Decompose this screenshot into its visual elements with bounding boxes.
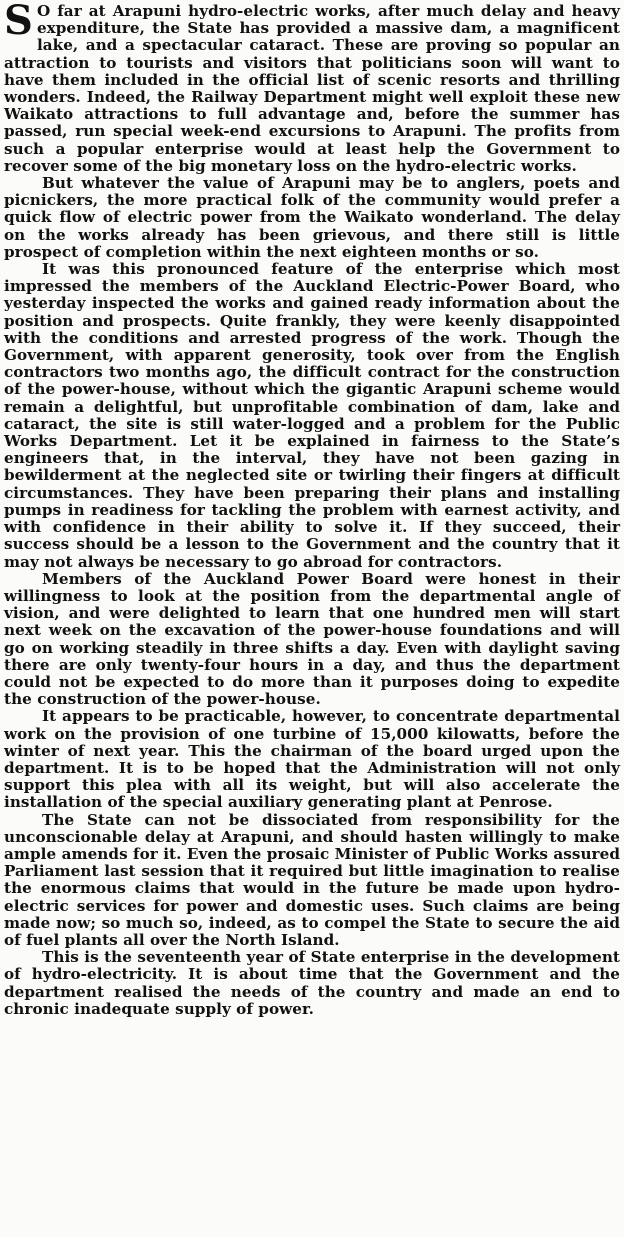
paragraph-6: The State can not be dissociated from responsibility for the unconscionable delay at Arapuni, and should hasten willingly to make ample amends for it. Even the prosaic Minister of Public Works assured Parliament last session that it required but little imagination to realise the enormous claims that would in the future be made upon hydro-electric services for power and domestic uses. Such claims are being made now; so much so, indeed, as to compel the State to secure the aid of fuel plants all over the North Island. xyxy=(4,810,620,949)
paragraph-3: It was this pronounced feature of the enterprise which most impressed the members of the Auckland Electric-Power Board, who yesterday inspected the works and gained ready information about the position and prospects. Quite frankly, they were keenly disappointed with the conditions and arrested progress of the work. Though the Government, with apparent generosity, took over from the English contractors two months ago, the difficult contract for the construction of the power-house, without which the gigantic Arapuni scheme would remain a delightful, but unprofitable combination of dam, lake and cataract, the site is still water-logged and a problem for the Public Works Department. Let it be explained in fairness to the State’s engineers that, in the interval, they have not been gazing in bewilderment at the neglected site or twirling their fingers at difficult circumstances. They have been preparing their plans and installing pumps in readiness for tackling the problem with earnest activity, and with confidence in their ability to solve it. If they succeed, their success should be a lesson to the Government and the country that it may not always be necessary to go abroad for contractors. xyxy=(4,260,620,571)
paragraph-2: But whatever the value of Arapuni may be to anglers, poets and picnickers, the more practical folk of the community would prefer a quick flow of electric power from the Waikato wonderland. The delay on the works already has been grievous, and there still is little prospect of completion within the next eighteen months or so. xyxy=(4,174,620,261)
paragraph-5: It appears to be practicable, however, to concentrate departmental work on the provision of one turbine of 15,000 kilowatts, before the winter of next year. This the chairman of the board urged upon the department. It is to be hoped that the Administration will not only support this plea with all its weight, but will also accelerate the installation of the special auxiliary generating plant at Penrose. xyxy=(4,707,620,812)
drop-cap: S xyxy=(4,0,33,44)
paragraph-4: Members of the Auckland Power Board were honest in their willingness to look at the position from the departmental angle of vision, and were delighted to learn that one hundred men will start next week on the excavation of the power-house foundations and will go on working steadily in three shifts a day. Even with daylight saving there are only twenty-four hours in a day, and thus the department could not be expected to do more than it purposes doing to expedite the construction of the power-house. xyxy=(4,569,620,709)
paragraph-1-text: O far at Arapuni hydro-electric works, after much delay and heavy expenditure, the State has provided a massive dam, a magnificent lake, and a spectacular cataract. These are proving so popular an attraction to tourists and visitors that politicians soon will want to have them included in the official list of scenic resorts and thrilling wonders. Indeed, the Railway Department might well exploit these new Waikato attractions to full advantage and, before the summer has passed, run special week-end excursions to Arapuni. The profits from such a popular enterprise would at least help the Government to recover some of the big monetary loss on the hydro-electric works. xyxy=(4,2,620,175)
paragraph-7: This is the seventeenth year of State enterprise in the development of hydro-electricity. It is about time that the Government and the department realised the needs of the country and made an end to chronic inadequate supply of power. xyxy=(4,948,620,1018)
editorial-article xyxy=(4,0,620,1018)
paragraph-1 xyxy=(4,0,620,175)
